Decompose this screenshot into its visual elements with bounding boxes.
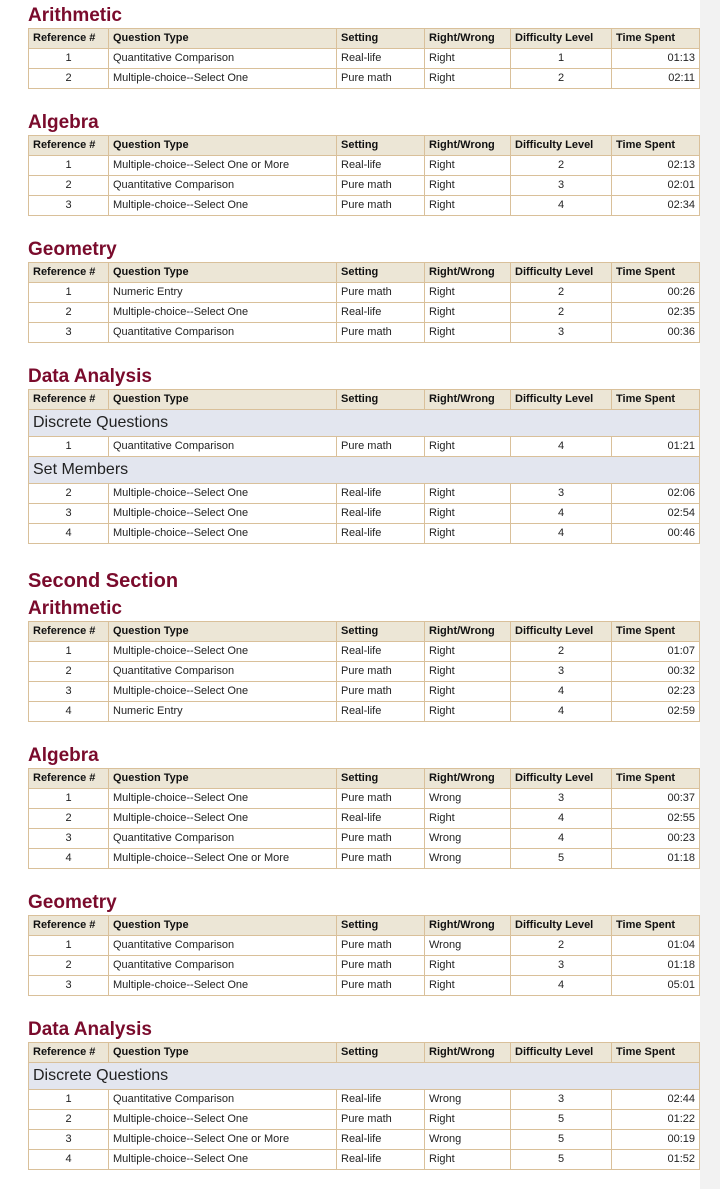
reference-cell: 2	[29, 69, 109, 89]
difficulty-cell: 3	[511, 662, 612, 682]
difficulty-cell: 4	[511, 829, 612, 849]
setting-cell: Real-life	[337, 524, 425, 544]
table-row	[29, 524, 700, 544]
s2-geometry-block	[28, 891, 700, 996]
column-header: Question Type	[109, 1043, 337, 1063]
reference-cell: 4	[29, 524, 109, 544]
column-header: Difficulty Level	[511, 769, 612, 789]
reference-cell: 4	[29, 702, 109, 722]
reference-cell: 4	[29, 1150, 109, 1170]
time-cell: 02:34	[612, 196, 700, 216]
time-cell: 00:26	[612, 283, 700, 303]
question-type-cell: Multiple-choice--Select One	[109, 303, 337, 323]
table-row	[29, 303, 700, 323]
reference-cell: 1	[29, 642, 109, 662]
table-row	[29, 176, 700, 196]
difficulty-cell: 5	[511, 849, 612, 869]
result-cell: Right	[425, 682, 511, 702]
reference-cell: 2	[29, 809, 109, 829]
result-cell: Right	[425, 303, 511, 323]
column-header: Reference #	[29, 29, 109, 49]
results-table	[28, 262, 700, 343]
time-cell: 02:54	[612, 504, 700, 524]
question-type-cell: Multiple-choice--Select One	[109, 1110, 337, 1130]
reference-cell: 1	[29, 49, 109, 69]
reference-cell: 3	[29, 323, 109, 343]
setting-cell: Pure math	[337, 69, 425, 89]
table-row	[29, 829, 700, 849]
question-type-cell: Quantitative Comparison	[109, 956, 337, 976]
setting-cell: Pure math	[337, 176, 425, 196]
column-header: Question Type	[109, 136, 337, 156]
time-cell: 02:35	[612, 303, 700, 323]
reference-cell: 3	[29, 1130, 109, 1150]
question-type-cell: Numeric Entry	[109, 283, 337, 303]
column-header: Reference #	[29, 1043, 109, 1063]
result-cell: Right	[425, 176, 511, 196]
table-row	[29, 849, 700, 869]
difficulty-cell: 4	[511, 437, 612, 457]
result-cell: Right	[425, 1150, 511, 1170]
setting-cell: Pure math	[337, 283, 425, 303]
time-cell: 02:59	[612, 702, 700, 722]
result-cell: Right	[425, 49, 511, 69]
difficulty-cell: 5	[511, 1150, 612, 1170]
setting-cell: Real-life	[337, 1130, 425, 1150]
table-row	[29, 1130, 700, 1150]
question-type-cell: Quantitative Comparison	[109, 829, 337, 849]
question-type-cell: Quantitative Comparison	[109, 936, 337, 956]
table-row	[29, 69, 700, 89]
result-cell: Wrong	[425, 1090, 511, 1110]
setting-cell: Pure math	[337, 849, 425, 869]
question-type-cell: Multiple-choice--Select One	[109, 69, 337, 89]
setting-cell: Real-life	[337, 809, 425, 829]
time-cell: 02:01	[612, 176, 700, 196]
column-header: Difficulty Level	[511, 1043, 612, 1063]
setting-cell: Pure math	[337, 1110, 425, 1130]
difficulty-cell: 4	[511, 196, 612, 216]
group-label: Set Members	[29, 457, 700, 484]
column-header: Time Spent	[612, 1043, 700, 1063]
column-header: Difficulty Level	[511, 263, 612, 283]
result-cell: Wrong	[425, 789, 511, 809]
difficulty-cell: 2	[511, 69, 612, 89]
difficulty-cell: 5	[511, 1110, 612, 1130]
column-header: Time Spent	[612, 263, 700, 283]
column-header: Right/Wrong	[425, 1043, 511, 1063]
result-cell: Right	[425, 662, 511, 682]
result-cell: Right	[425, 524, 511, 544]
difficulty-cell: 4	[511, 682, 612, 702]
question-type-cell: Multiple-choice--Select One	[109, 504, 337, 524]
result-cell: Right	[425, 437, 511, 457]
time-cell: 01:04	[612, 936, 700, 956]
column-header: Setting	[337, 1043, 425, 1063]
time-cell: 00:19	[612, 1130, 700, 1150]
results-table	[28, 389, 700, 544]
table-row	[29, 642, 700, 662]
time-cell: 01:22	[612, 1110, 700, 1130]
result-cell: Right	[425, 484, 511, 504]
reference-cell: 1	[29, 283, 109, 303]
table-row	[29, 1150, 700, 1170]
reference-cell: 3	[29, 682, 109, 702]
time-cell: 01:18	[612, 849, 700, 869]
question-type-cell: Multiple-choice--Select One	[109, 642, 337, 662]
results-table	[28, 915, 700, 996]
table-row	[29, 323, 700, 343]
question-type-cell: Numeric Entry	[109, 702, 337, 722]
time-cell: 02:44	[612, 1090, 700, 1110]
difficulty-cell: 4	[511, 524, 612, 544]
question-type-cell: Quantitative Comparison	[109, 49, 337, 69]
table-row	[29, 976, 700, 996]
time-cell: 02:23	[612, 682, 700, 702]
time-cell: 02:55	[612, 809, 700, 829]
reference-cell: 2	[29, 484, 109, 504]
table-row	[29, 662, 700, 682]
question-type-cell: Multiple-choice--Select One	[109, 789, 337, 809]
difficulty-cell: 4	[511, 976, 612, 996]
s1-data-analysis-block	[28, 365, 700, 544]
result-cell: Right	[425, 323, 511, 343]
result-cell: Right	[425, 196, 511, 216]
results-table	[28, 135, 700, 216]
result-cell: Right	[425, 956, 511, 976]
results-table	[28, 1042, 700, 1170]
question-type-cell: Multiple-choice--Select One	[109, 976, 337, 996]
difficulty-cell: 3	[511, 176, 612, 196]
setting-cell: Pure math	[337, 936, 425, 956]
reference-cell: 1	[29, 936, 109, 956]
column-header: Difficulty Level	[511, 136, 612, 156]
result-cell: Right	[425, 283, 511, 303]
setting-cell: Pure math	[337, 682, 425, 702]
column-header: Setting	[337, 263, 425, 283]
time-cell: 00:46	[612, 524, 700, 544]
setting-cell: Real-life	[337, 1090, 425, 1110]
column-header: Time Spent	[612, 916, 700, 936]
result-cell: Right	[425, 1110, 511, 1130]
time-cell: 05:01	[612, 976, 700, 996]
table-header-row	[29, 769, 700, 789]
group-label: Discrete Questions	[29, 1063, 700, 1090]
category-title: Geometry	[28, 239, 117, 260]
question-type-cell: Quantitative Comparison	[109, 1090, 337, 1110]
column-header: Reference #	[29, 769, 109, 789]
difficulty-cell: 4	[511, 504, 612, 524]
group-label: Discrete Questions	[29, 410, 700, 437]
column-header: Right/Wrong	[425, 390, 511, 410]
group-row	[29, 457, 700, 484]
difficulty-cell: 2	[511, 936, 612, 956]
setting-cell: Pure math	[337, 323, 425, 343]
time-cell: 01:21	[612, 437, 700, 457]
question-type-cell: Multiple-choice--Select One	[109, 484, 337, 504]
reference-cell: 1	[29, 156, 109, 176]
column-header: Time Spent	[612, 769, 700, 789]
table-row	[29, 1110, 700, 1130]
reference-cell: 4	[29, 849, 109, 869]
column-header: Question Type	[109, 916, 337, 936]
setting-cell: Real-life	[337, 303, 425, 323]
time-cell: 00:32	[612, 662, 700, 682]
column-header: Question Type	[109, 29, 337, 49]
reference-cell: 1	[29, 437, 109, 457]
table-row	[29, 283, 700, 303]
table-row	[29, 936, 700, 956]
column-header: Time Spent	[612, 29, 700, 49]
category-title: Arithmetic	[28, 598, 122, 619]
group-row	[29, 1063, 700, 1090]
table-header-row	[29, 622, 700, 642]
table-row	[29, 956, 700, 976]
difficulty-cell: 2	[511, 303, 612, 323]
s1-geometry-block	[28, 238, 700, 343]
s1-algebra-block	[28, 111, 700, 216]
question-type-cell: Multiple-choice--Select One	[109, 1150, 337, 1170]
results-table	[28, 768, 700, 869]
column-header: Right/Wrong	[425, 263, 511, 283]
column-header: Setting	[337, 916, 425, 936]
s2-heading-block	[28, 569, 178, 593]
s2-algebra-block	[28, 744, 700, 869]
reference-cell: 2	[29, 303, 109, 323]
difficulty-cell: 1	[511, 49, 612, 69]
setting-cell: Pure math	[337, 829, 425, 849]
column-header: Reference #	[29, 390, 109, 410]
setting-cell: Real-life	[337, 1150, 425, 1170]
column-header: Question Type	[109, 622, 337, 642]
category-title: Data Analysis	[28, 366, 152, 387]
setting-cell: Real-life	[337, 504, 425, 524]
table-row	[29, 682, 700, 702]
column-header: Difficulty Level	[511, 622, 612, 642]
difficulty-cell: 2	[511, 156, 612, 176]
difficulty-cell: 4	[511, 809, 612, 829]
setting-cell: Real-life	[337, 49, 425, 69]
section-title: Second Section	[28, 570, 179, 592]
result-cell: Right	[425, 69, 511, 89]
reference-cell: 3	[29, 829, 109, 849]
question-type-cell: Multiple-choice--Select One	[109, 682, 337, 702]
time-cell: 02:06	[612, 484, 700, 504]
result-cell: Wrong	[425, 936, 511, 956]
results-table	[28, 621, 700, 722]
column-header: Setting	[337, 769, 425, 789]
difficulty-cell: 3	[511, 956, 612, 976]
table-row	[29, 809, 700, 829]
reference-cell: 1	[29, 789, 109, 809]
question-type-cell: Quantitative Comparison	[109, 323, 337, 343]
table-row	[29, 789, 700, 809]
setting-cell: Pure math	[337, 196, 425, 216]
column-header: Question Type	[109, 390, 337, 410]
question-type-cell: Multiple-choice--Select One or More	[109, 1130, 337, 1150]
category-title: Data Analysis	[28, 1019, 152, 1040]
table-row	[29, 1090, 700, 1110]
column-header: Right/Wrong	[425, 136, 511, 156]
s1-arithmetic-block	[28, 4, 700, 89]
time-cell: 01:13	[612, 49, 700, 69]
column-header: Right/Wrong	[425, 916, 511, 936]
difficulty-cell: 2	[511, 283, 612, 303]
reference-cell: 2	[29, 176, 109, 196]
column-header: Question Type	[109, 263, 337, 283]
result-cell: Wrong	[425, 829, 511, 849]
reference-cell: 3	[29, 976, 109, 996]
result-cell: Right	[425, 976, 511, 996]
setting-cell: Pure math	[337, 437, 425, 457]
table-row	[29, 702, 700, 722]
question-type-cell: Multiple-choice--Select One	[109, 196, 337, 216]
column-header: Reference #	[29, 263, 109, 283]
category-title: Geometry	[28, 892, 117, 913]
question-type-cell: Quantitative Comparison	[109, 437, 337, 457]
question-type-cell: Multiple-choice--Select One or More	[109, 156, 337, 176]
category-title: Algebra	[28, 745, 99, 766]
result-cell: Wrong	[425, 849, 511, 869]
table-header-row	[29, 916, 700, 936]
question-type-cell: Multiple-choice--Select One	[109, 524, 337, 544]
column-header: Reference #	[29, 136, 109, 156]
column-header: Setting	[337, 136, 425, 156]
setting-cell: Pure math	[337, 976, 425, 996]
table-row	[29, 49, 700, 69]
result-cell: Wrong	[425, 1130, 511, 1150]
category-title: Algebra	[28, 112, 99, 133]
time-cell: 00:36	[612, 323, 700, 343]
column-header: Time Spent	[612, 390, 700, 410]
table-row	[29, 156, 700, 176]
time-cell: 01:18	[612, 956, 700, 976]
setting-cell: Real-life	[337, 484, 425, 504]
column-header: Reference #	[29, 622, 109, 642]
reference-cell: 2	[29, 956, 109, 976]
column-header: Difficulty Level	[511, 916, 612, 936]
time-cell: 02:11	[612, 69, 700, 89]
time-cell: 00:37	[612, 789, 700, 809]
column-header: Setting	[337, 29, 425, 49]
difficulty-cell: 2	[511, 642, 612, 662]
question-type-cell: Quantitative Comparison	[109, 176, 337, 196]
time-cell: 01:07	[612, 642, 700, 662]
difficulty-cell: 4	[511, 702, 612, 722]
reference-cell: 2	[29, 1110, 109, 1130]
question-type-cell: Quantitative Comparison	[109, 662, 337, 682]
question-type-cell: Multiple-choice--Select One or More	[109, 849, 337, 869]
setting-cell: Real-life	[337, 642, 425, 662]
column-header: Time Spent	[612, 622, 700, 642]
table-row	[29, 504, 700, 524]
column-header: Right/Wrong	[425, 769, 511, 789]
reference-cell: 3	[29, 196, 109, 216]
table-row	[29, 484, 700, 504]
setting-cell: Pure math	[337, 662, 425, 682]
reference-cell: 1	[29, 1090, 109, 1110]
column-header: Setting	[337, 622, 425, 642]
table-header-row	[29, 136, 700, 156]
table-row	[29, 196, 700, 216]
setting-cell: Pure math	[337, 956, 425, 976]
setting-cell: Real-life	[337, 702, 425, 722]
table-header-row	[29, 390, 700, 410]
time-cell: 00:23	[612, 829, 700, 849]
scrollbar-track[interactable]	[700, 0, 720, 1189]
question-type-cell: Multiple-choice--Select One	[109, 809, 337, 829]
group-row	[29, 410, 700, 437]
result-cell: Right	[425, 702, 511, 722]
column-header: Difficulty Level	[511, 390, 612, 410]
setting-cell: Pure math	[337, 789, 425, 809]
table-header-row	[29, 263, 700, 283]
results-table	[28, 28, 700, 89]
column-header: Setting	[337, 390, 425, 410]
difficulty-cell: 3	[511, 789, 612, 809]
column-header: Question Type	[109, 769, 337, 789]
difficulty-cell: 3	[511, 323, 612, 343]
setting-cell: Real-life	[337, 156, 425, 176]
category-title: Arithmetic	[28, 5, 122, 26]
table-row	[29, 437, 700, 457]
difficulty-cell: 3	[511, 1090, 612, 1110]
result-cell: Right	[425, 504, 511, 524]
table-header-row	[29, 29, 700, 49]
s2-arithmetic-block	[28, 597, 700, 722]
column-header: Right/Wrong	[425, 29, 511, 49]
table-header-row	[29, 1043, 700, 1063]
reference-cell: 3	[29, 504, 109, 524]
result-cell: Right	[425, 642, 511, 662]
reference-cell: 2	[29, 662, 109, 682]
difficulty-cell: 5	[511, 1130, 612, 1150]
column-header: Right/Wrong	[425, 622, 511, 642]
difficulty-cell: 3	[511, 484, 612, 504]
result-cell: Right	[425, 809, 511, 829]
column-header: Time Spent	[612, 136, 700, 156]
time-cell: 02:13	[612, 156, 700, 176]
result-cell: Right	[425, 156, 511, 176]
s2-data-analysis-block	[28, 1018, 700, 1170]
time-cell: 01:52	[612, 1150, 700, 1170]
column-header: Reference #	[29, 916, 109, 936]
column-header: Difficulty Level	[511, 29, 612, 49]
